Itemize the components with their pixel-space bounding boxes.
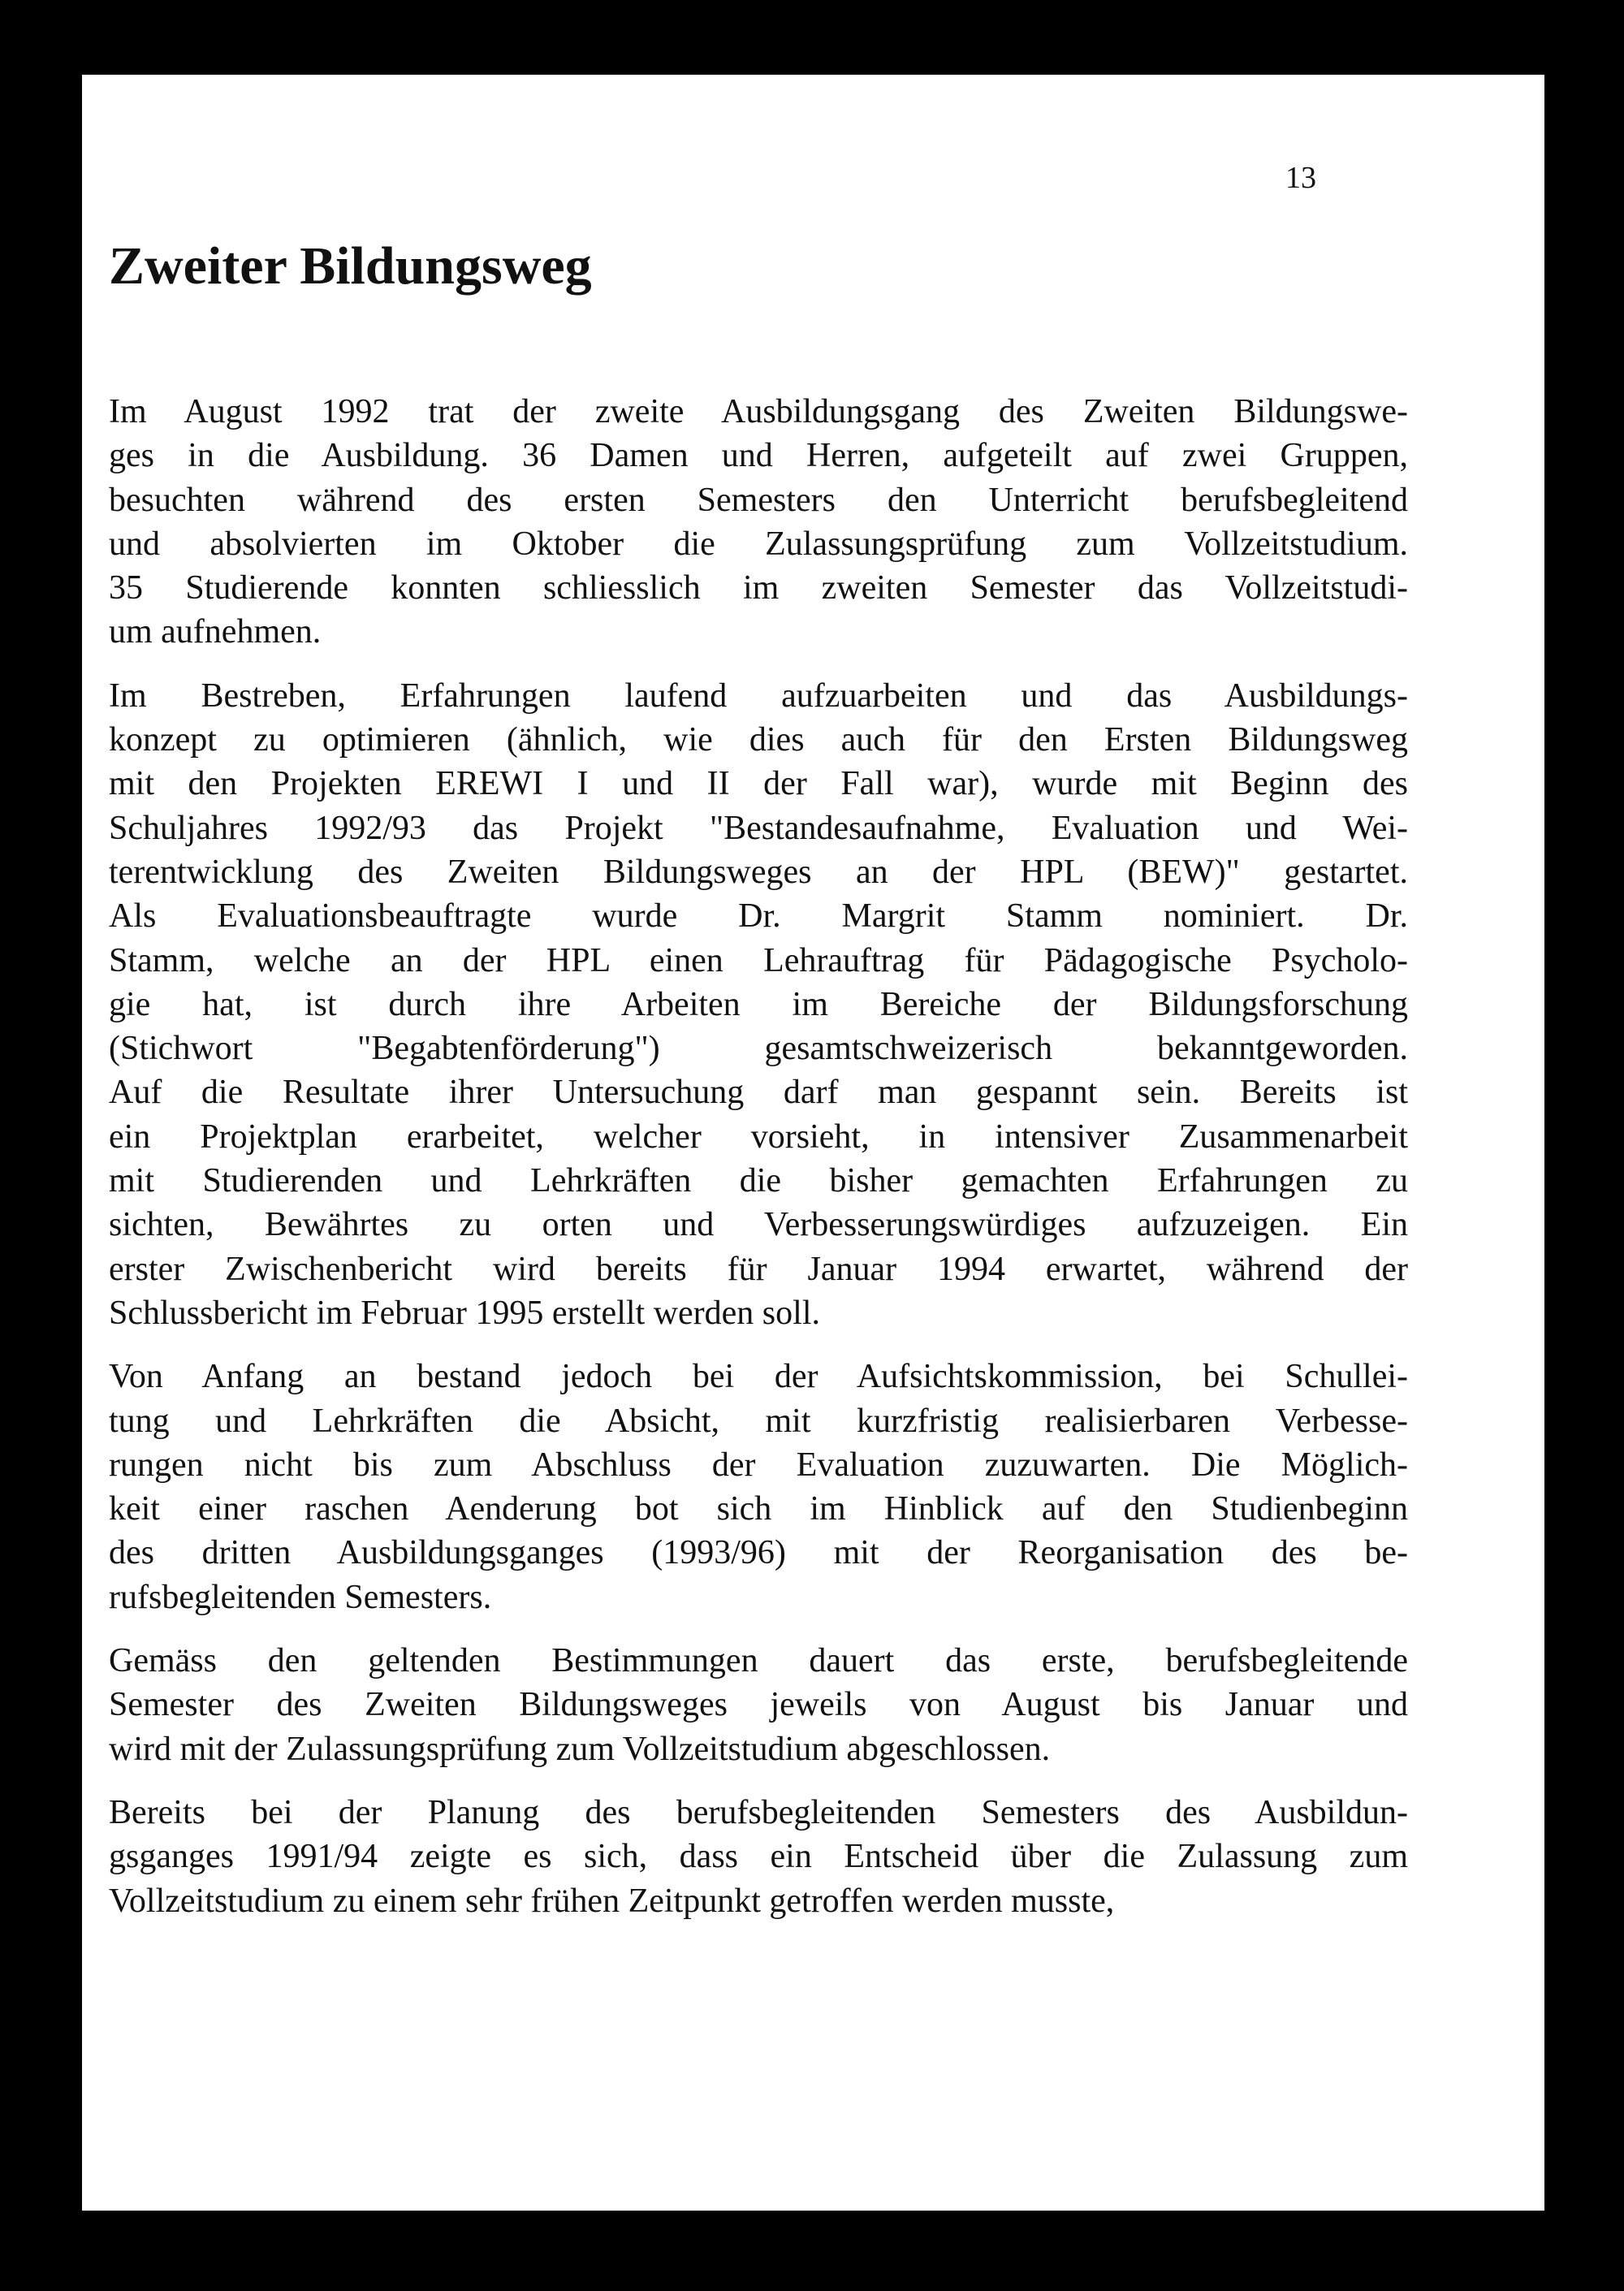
text-line: mit den Projekten EREWI I und II der Fall war), wurde mit Beginn des — [109, 765, 1408, 803]
text-line: und absolvierten im Oktober die Zulassungsprüfung zum Vollzeitstudium. — [109, 525, 1408, 563]
paragraph-1 — [109, 390, 1408, 655]
text-line: besuchten während des ersten Semesters den Unterricht berufsbegleitend — [109, 481, 1408, 519]
text-line: rungen nicht bis zum Abschluss der Evaluation zuzuwarten. Die Möglich- — [109, 1446, 1408, 1484]
text-line: gsganges 1991/94 zeigte es sich, dass ein Entscheid über die Zulassung zum — [109, 1838, 1408, 1876]
text-line: ein Projektplan erarbeitet, welcher vorsieht, in intensiver Zusammenarbeit — [109, 1117, 1408, 1156]
text-line: Gemäss den geltenden Bestimmungen dauert das erste, berufsbegleitende — [109, 1642, 1408, 1680]
page-number: 13 — [1285, 161, 1316, 195]
text-line: sichten, Bewährtes zu orten und Verbesserungswürdiges aufzuzeigen. Ein — [109, 1206, 1408, 1244]
text-line: Als Evaluationsbeauftragte wurde Dr. Margrit Stamm nominiert. Dr. — [109, 897, 1408, 936]
text-line: tung und Lehrkräften die Absicht, mit kurzfristig realisierbaren Verbesse- — [109, 1402, 1408, 1440]
text-line: des dritten Ausbildungsganges (1993/96) mit der Reorganisation des be- — [109, 1534, 1408, 1572]
text-line: konzept zu optimieren (ähnlich, wie dies auch für den Ersten Bildungsweg — [109, 721, 1408, 759]
text-line: um aufnehmen. — [109, 613, 322, 651]
text-line: Schlussbericht im Februar 1995 erstellt werden soll. — [109, 1294, 820, 1332]
body-text — [109, 390, 1408, 1943]
text-line: Stamm, welche an der HPL einen Lehrauftrag für Pädagogische Psycholo- — [109, 941, 1408, 979]
text-line: (Stichwort "Begabtenförderung") gesamtschweizerisch bekanntgeworden. — [109, 1030, 1408, 1068]
paragraph-5 — [109, 1791, 1408, 1923]
text-line: wird mit der Zulassungsprüfung zum Vollzeitstudium abgeschlossen. — [109, 1730, 1051, 1768]
text-line: Bereits bei der Planung des berufsbegleitenden Semesters des Ausbildun- — [109, 1793, 1408, 1831]
text-line: terentwicklung des Zweiten Bildungsweges an der HPL (BEW)" gestartet. — [109, 853, 1408, 891]
page-title: Zweiter Bildungsweg — [109, 236, 592, 296]
text-line: 35 Studierende konnten schliesslich im zweiten Semester das Vollzeitstudi- — [109, 569, 1408, 607]
text-line: keit einer raschen Aenderung bot sich im Hinblick auf den Studienbeginn — [109, 1490, 1408, 1528]
text-line: Von Anfang an bestand jedoch bei der Aufsichtskommission, bei Schullei- — [109, 1358, 1408, 1396]
text-line: gie hat, ist durch ihre Arbeiten im Bereiche der Bildungsforschung — [109, 985, 1408, 1023]
text-line: Im August 1992 trat der zweite Ausbildungsgang des Zweiten Bildungswe- — [109, 393, 1408, 430]
text-line: Im Bestreben, Erfahrungen laufend aufzuarbeiten und das Ausbildungs- — [109, 676, 1408, 715]
paragraph-3 — [109, 1355, 1408, 1619]
text-line: rufsbegleitenden Semesters. — [109, 1578, 492, 1616]
paragraph-2 — [109, 674, 1408, 1335]
text-line: erster Zwischenbericht wird bereits für Januar 1994 erwartet, während der — [109, 1250, 1408, 1288]
paragraph-4 — [109, 1639, 1408, 1771]
text-line: ges in die Ausbildung. 36 Damen und Herren, aufgeteilt auf zwei Gruppen, — [109, 437, 1408, 475]
text-line: Semester des Zweiten Bildungsweges jeweils von August bis Januar und — [109, 1686, 1408, 1724]
text-line: Vollzeitstudium zu einem sehr frühen Zeitpunkt getroffen werden musste, — [109, 1882, 1115, 1920]
text-line: mit Studierenden und Lehrkräften die bisher gemachten Erfahrungen zu — [109, 1162, 1408, 1200]
text-line: Schuljahres 1992/93 das Projekt "Bestandesaufnahme, Evaluation und Wei- — [109, 809, 1408, 847]
text-line: Auf die Resultate ihrer Untersuchung darf man gespannt sein. Bereits ist — [109, 1074, 1408, 1112]
